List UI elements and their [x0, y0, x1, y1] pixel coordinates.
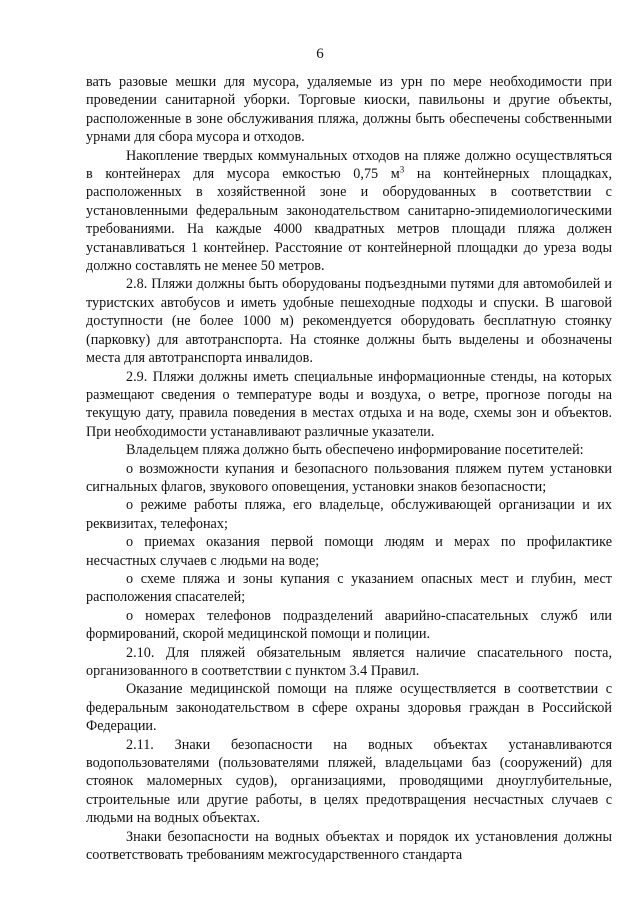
list-item-working-hours: о режиме работы пляжа, его владельце, обслуживающей организации и их реквизитах, телефонах; — [86, 497, 612, 532]
paragraph-text: Накопление твердых коммунальных отходов на пляже должно осуществляться в контейнерах для мусора емкостью 0,75 м — [86, 147, 612, 183]
paragraph-2-11: 2.11. Знаки безопасности на водных объектах устанавливаются водопользователями (пользователями пляжей, владельцами баз (сооружений) для стоянок маломерных судов), организациями, проводящими дноуглубительные, строительные или другие работы, в целях предотвращения несчастных случаев с людьми на водных объектах. — [86, 736, 612, 827]
paragraph-2-8: 2.8. Пляжи должны быть оборудованы подъездными путями для автомобилей и туристских автобусов и иметь удобные пешеходные подходы и спуски. В шаговой доступности (не более 1000 м) рекомендуется оборудовать бесплатную стоянку (парковку) для автотранспорта. На стоянке должны быть выделены и обозначены места для автотранспорта инвалидов. — [86, 276, 612, 367]
paragraph-text: на контейнерных площадках, расположенных в хозяйственной зоне и оборудованных в соответствии с установленными федеральным законодательством санитарно-эпидемиологическими требованиями. На каждые 4000 квадратных метров площади пляжа должен устанавливаться 1 контейнер. Расстояние от контейнерной площадки до уреза воды должно составлять не менее 50 метров. — [86, 166, 612, 275]
page-number: 6 — [316, 46, 324, 62]
paragraph-2-10: 2.10. Для пляжей обязательным является наличие спасательного поста, организованного в соответствии с пунктом 3.4 Правил. — [86, 644, 612, 679]
list-item-first-aid: о приемах оказания первой помощи людям и мерах по профилактике несчастных случаев с людьми на воде; — [86, 534, 612, 569]
paragraph-safety-signs: Знаки безопасности на водных объектах и порядок их установления должны соответствовать требованиям межгосударственного стандарта — [86, 828, 612, 864]
paragraph-waste-containers — [86, 147, 612, 276]
paragraph-continuation: вать разовые мешки для мусора, удаляемые из урн по мере необходимости при проведении санитарной уборки. Торговые киоски, павильоны и другие объекты, расположенные в зоне обслуживания пляжа, должны быть обеспечены собственными урнами для сбора мусора и отходов. — [86, 74, 612, 146]
list-item-phone-numbers: о номерах телефонов подразделений аварийно-спасательных служб или формирований, скорой медицинской помощи и полиции. — [86, 607, 612, 643]
document-body — [86, 73, 612, 864]
superscript-exponent: 3 — [399, 164, 405, 175]
paragraph-medical-aid: Оказание медицинской помощи на пляже осуществляется в соответствии с федеральным законодательством в сфере охраны здоровья граждан в Российской Федерации. — [86, 681, 612, 735]
paragraph-visitor-info: Владельцем пляжа должно быть обеспечено информирование посетителей: — [126, 442, 584, 459]
paragraph-2-9: 2.9. Пляжи должны иметь специальные информационные стенды, на которых размещают сведения о температуре воды и воздуха, о ветре, прогнозе погоды на текущую дату, правила поведения в местах отдыха и на воде, схемы зон и объектов. При необходимости устанавливают различные указатели. — [86, 368, 612, 440]
list-item-beach-scheme: о схеме пляжа и зоны купания с указанием опасных мест и глубин, мест расположения спасателей; — [86, 570, 612, 606]
list-item-swimming-safety: о возможности купания и безопасного пользования пляжем путем установки сигнальных флагов, звукового оповещения, установки знаков безопасности; — [86, 460, 612, 495]
